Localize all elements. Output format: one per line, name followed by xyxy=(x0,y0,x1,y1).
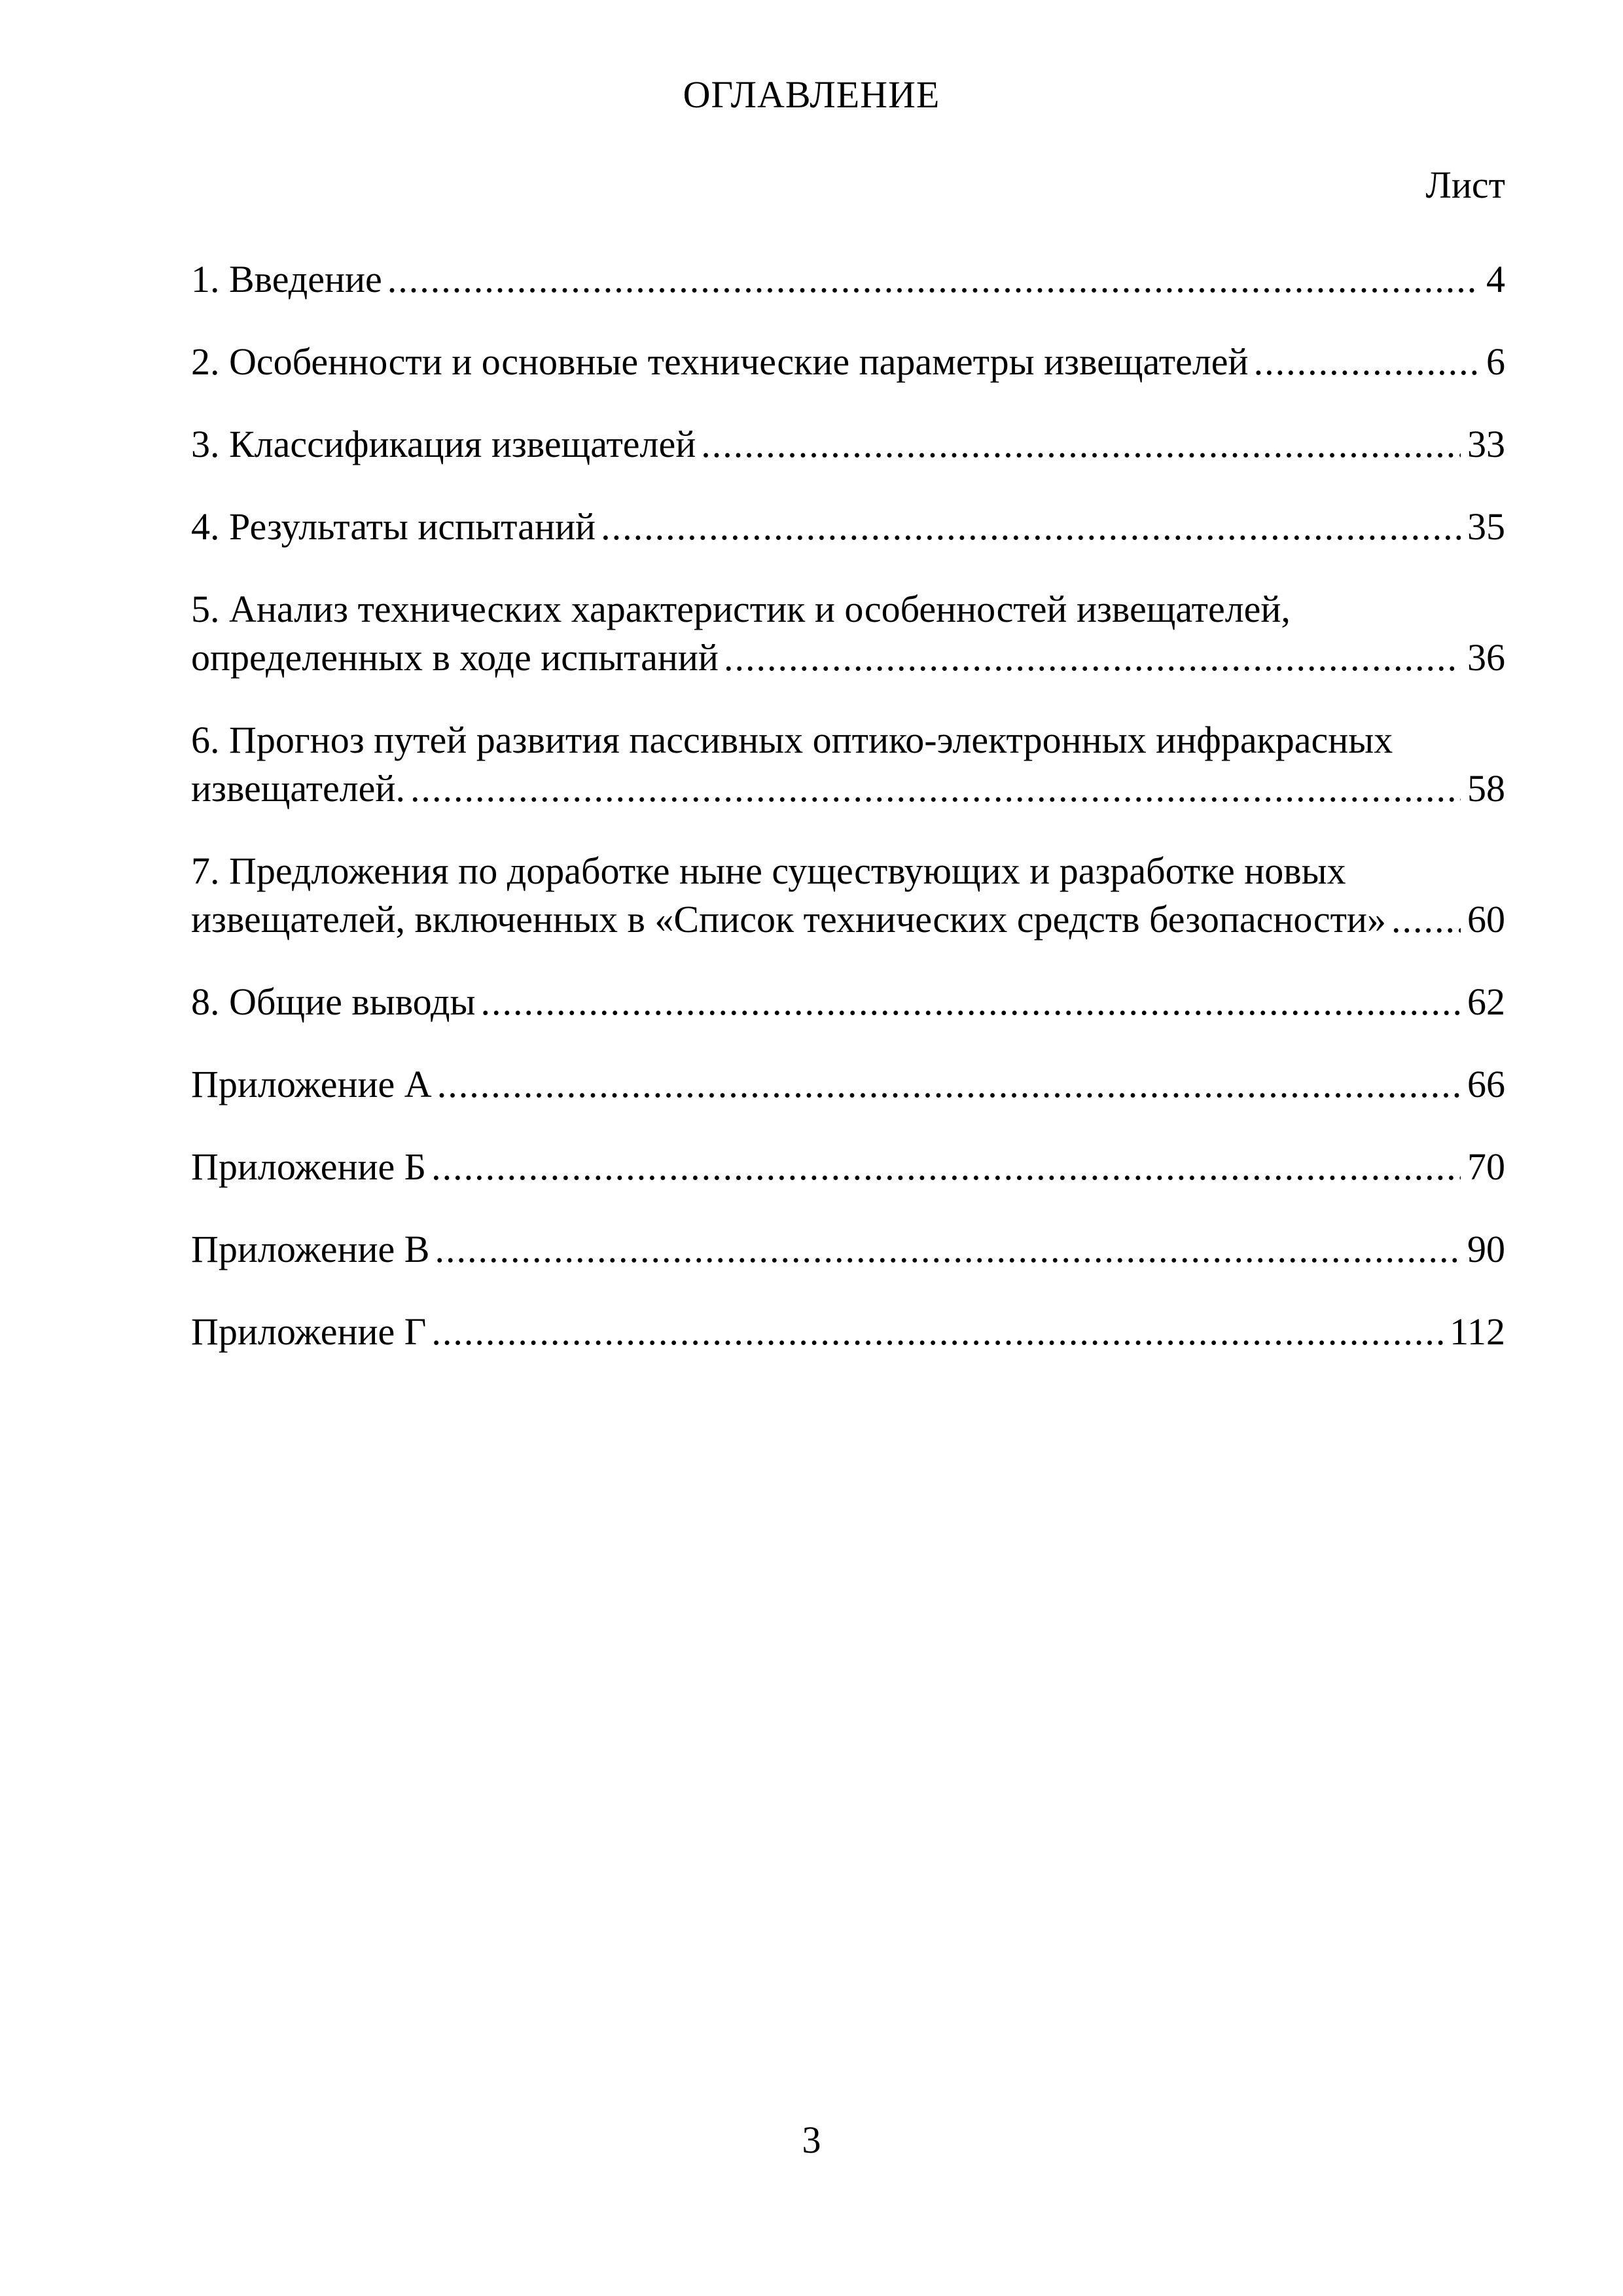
dot-leader xyxy=(437,1060,1461,1109)
toc-entry-appendix-g[interactable] xyxy=(191,1308,1505,1356)
toc-entry-title: извещателей. xyxy=(191,767,405,810)
toc-entry-title: 3. Классификация извещателей xyxy=(191,423,696,465)
toc-entry-title: определенных в ходе испытаний xyxy=(191,636,719,679)
toc-entry-page: 36 xyxy=(1467,636,1505,679)
dot-leader xyxy=(481,978,1461,1026)
toc-entry-title-line1: 5. Анализ технических характеристик и особенностей извещателей, xyxy=(191,588,1291,630)
toc-entry-page: 66 xyxy=(1467,1063,1505,1105)
toc-entry-page: 70 xyxy=(1467,1145,1505,1188)
toc-entry-title: Приложение В xyxy=(191,1228,430,1270)
table-of-contents xyxy=(191,255,1505,1356)
dot-leader xyxy=(431,1143,1461,1191)
toc-entry-3[interactable] xyxy=(191,420,1505,469)
page-column-label: Лист xyxy=(1425,164,1505,206)
dot-leader xyxy=(601,503,1461,551)
toc-entry-appendix-b[interactable] xyxy=(191,1143,1505,1191)
toc-entry-2[interactable] xyxy=(191,338,1505,386)
toc-entry-page: 33 xyxy=(1467,423,1505,465)
toc-entry-title: 4. Результаты испытаний xyxy=(191,505,596,548)
toc-entry-title: Приложение Г xyxy=(191,1310,427,1353)
toc-entry-page: 58 xyxy=(1467,767,1505,810)
toc-entry-appendix-v[interactable] xyxy=(191,1225,1505,1274)
toc-entry-5[interactable] xyxy=(191,585,1505,682)
toc-entry-title-line1: 6. Прогноз путей развития пассивных оптико-электронных инфракрасных xyxy=(191,719,1393,761)
dot-leader xyxy=(387,255,1480,304)
toc-entry-page: 62 xyxy=(1467,980,1505,1023)
toc-entry-page: 35 xyxy=(1467,505,1505,548)
toc-entry-title: 1. Введение xyxy=(191,258,382,300)
toc-entry-1[interactable] xyxy=(191,255,1505,304)
toc-entry-title: 2. Особенности и основные технические параметры извещателей xyxy=(191,340,1249,383)
toc-entry-title: 8. Общие выводы xyxy=(191,980,476,1023)
toc-entry-7[interactable] xyxy=(191,847,1505,944)
toc-entry-title-line1: 7. Предложения по доработке ныне существующих и разработке новых xyxy=(191,850,1346,892)
toc-entry-page: 90 xyxy=(1467,1228,1505,1270)
toc-entry-page: 112 xyxy=(1450,1310,1505,1353)
toc-entry-6[interactable] xyxy=(191,716,1505,813)
toc-entry-title: извещателей, включенных в «Список технических средств безопасности» xyxy=(191,898,1386,941)
page-title: ОГЛАВЛЕНИЕ xyxy=(683,73,940,116)
toc-entry-page: 60 xyxy=(1467,898,1505,941)
dot-leader xyxy=(724,634,1461,682)
dot-leader xyxy=(1391,895,1461,944)
toc-entry-title: Приложение А xyxy=(191,1063,432,1105)
dot-leader xyxy=(1254,338,1480,386)
dot-leader xyxy=(410,764,1461,813)
page-number: 3 xyxy=(802,2119,821,2161)
toc-entry-page: 4 xyxy=(1486,258,1505,300)
toc-entry-4[interactable] xyxy=(191,503,1505,551)
dot-leader xyxy=(701,420,1461,469)
dot-leader xyxy=(435,1225,1461,1274)
toc-entry-page: 6 xyxy=(1486,340,1505,383)
toc-entry-appendix-a[interactable] xyxy=(191,1060,1505,1109)
toc-entry-8[interactable] xyxy=(191,978,1505,1026)
toc-entry-title: Приложение Б xyxy=(191,1145,427,1188)
dot-leader xyxy=(431,1308,1443,1356)
